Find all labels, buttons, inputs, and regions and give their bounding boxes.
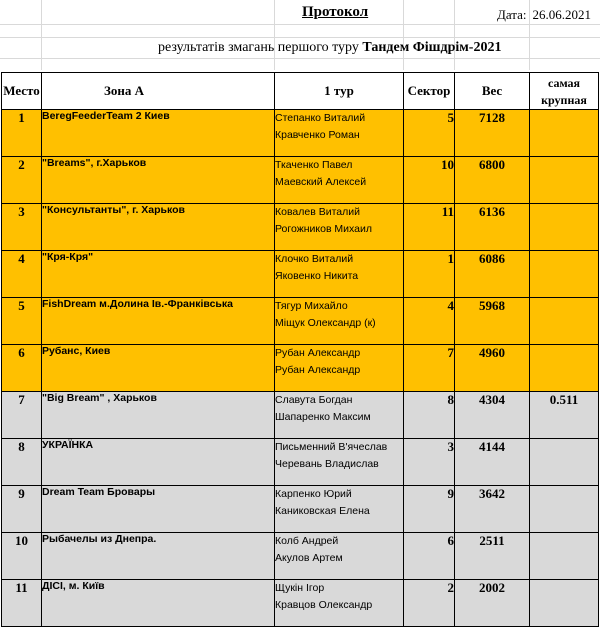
- member-name: Письменний В'ячеслав: [275, 441, 388, 453]
- member-name: Карпенко Юрий: [275, 488, 352, 500]
- subtitle-prefix: результатів змагань першого туру: [158, 40, 363, 55]
- member-name: Клочко Виталий: [275, 253, 354, 265]
- sector-cell: 9: [404, 486, 455, 533]
- biggest-fish-cell: [530, 345, 599, 392]
- member-name: Акулов Артем: [275, 552, 343, 564]
- table-row: [2, 298, 599, 345]
- members-cell: [275, 392, 404, 439]
- members-cell: [275, 157, 404, 204]
- column-header-zone: Зона А: [42, 73, 275, 110]
- biggest-fish-cell: [530, 580, 599, 627]
- weight-cell: 4960: [455, 345, 530, 392]
- team-cell: "Консультанты", г. Харьков: [42, 204, 275, 251]
- weight-cell: 6800: [455, 157, 530, 204]
- gridline: [41, 0, 42, 70]
- sector-cell: 6: [404, 533, 455, 580]
- column-header-tour: 1 тур: [275, 73, 404, 110]
- column-header-sector: Сектор: [404, 73, 455, 110]
- member-name: Степанко Виталий: [275, 112, 366, 124]
- member-name: Славута Богдан: [275, 394, 353, 406]
- team-cell: ДІСІ, м. Київ: [42, 580, 275, 627]
- gridline: [0, 58, 600, 59]
- table-row: [2, 110, 599, 157]
- place-cell: 5: [2, 298, 42, 345]
- biggest-fish-cell: 0.511: [530, 392, 599, 439]
- member-name: Міщук Олександр (к): [275, 317, 376, 329]
- members-cell: [275, 251, 404, 298]
- place-cell: 10: [2, 533, 42, 580]
- table-row: [2, 533, 599, 580]
- place-cell: 3: [2, 204, 42, 251]
- gridline: [403, 0, 404, 70]
- results-table: [1, 72, 599, 627]
- biggest-fish-cell: [530, 110, 599, 157]
- member-name: Шапаренко Максим: [275, 411, 371, 423]
- member-name: Маевский Алексей: [275, 176, 367, 188]
- date-value: 26.06.2021: [532, 7, 592, 22]
- member-name: Тягур Михайло: [275, 300, 348, 312]
- team-cell: Dream Team Бровары: [42, 486, 275, 533]
- weight-cell: 3642: [455, 486, 530, 533]
- weight-cell: 2511: [455, 533, 530, 580]
- place-cell: 1: [2, 110, 42, 157]
- place-cell: 7: [2, 392, 42, 439]
- sector-cell: 7: [404, 345, 455, 392]
- biggest-fish-cell: [530, 204, 599, 251]
- place-cell: 2: [2, 157, 42, 204]
- gridline: [454, 0, 455, 70]
- subtitle: [158, 40, 501, 56]
- biggest-fish-cell: [530, 486, 599, 533]
- sector-cell: 3: [404, 439, 455, 486]
- table-row: [2, 392, 599, 439]
- weight-cell: 4144: [455, 439, 530, 486]
- sector-cell: 5: [404, 110, 455, 157]
- member-name: Каниковская Елена: [275, 505, 370, 517]
- gridline: [274, 0, 275, 70]
- table-row: [2, 580, 599, 627]
- biggest-fish-cell: [530, 533, 599, 580]
- team-cell: "Breams", г.Харьков: [42, 157, 275, 204]
- team-cell: FishDream м.Долина Ів.-Франківська: [42, 298, 275, 345]
- table-row: [2, 157, 599, 204]
- member-name: Кравченко Роман: [275, 129, 360, 141]
- member-name: Рубан Александр: [275, 364, 361, 376]
- place-cell: 4: [2, 251, 42, 298]
- gridline: [0, 24, 600, 25]
- gridline: [0, 37, 600, 38]
- table-header-row: [2, 73, 599, 110]
- weight-cell: 4304: [455, 392, 530, 439]
- member-name: Черевань Владислав: [275, 458, 379, 470]
- column-header-biggest: [530, 73, 599, 110]
- place-cell: 11: [2, 580, 42, 627]
- weight-cell: 5968: [455, 298, 530, 345]
- biggest-fish-cell: [530, 298, 599, 345]
- team-cell: Рубанс, Киев: [42, 345, 275, 392]
- place-cell: 9: [2, 486, 42, 533]
- column-header-weight: Вес: [455, 73, 530, 110]
- table-row: [2, 251, 599, 298]
- biggest-header-line1: самая: [547, 76, 581, 90]
- members-cell: [275, 110, 404, 157]
- date: [497, 7, 591, 23]
- table-row: [2, 439, 599, 486]
- members-cell: [275, 345, 404, 392]
- team-cell: УКРАЇНКА: [42, 439, 275, 486]
- member-name: Яковенко Никита: [275, 270, 359, 282]
- members-cell: [275, 486, 404, 533]
- table-row: [2, 204, 599, 251]
- weight-cell: 7128: [455, 110, 530, 157]
- biggest-fish-cell: [530, 439, 599, 486]
- table-row: [2, 486, 599, 533]
- member-name: Ковалев Виталий: [275, 206, 360, 218]
- sector-cell: 4: [404, 298, 455, 345]
- event-name: Тандем Фішдрім-2021: [362, 40, 502, 55]
- column-header-place: Место: [2, 73, 42, 110]
- team-cell: BeregFeederTeam 2 Киев: [42, 110, 275, 157]
- team-cell: "Кря-Кря": [42, 251, 275, 298]
- member-name: Кравцов Олександр: [275, 599, 373, 611]
- date-label: Дата:: [497, 7, 527, 22]
- member-name: Колб Андрей: [275, 535, 339, 547]
- weight-cell: 6086: [455, 251, 530, 298]
- weight-cell: 6136: [455, 204, 530, 251]
- sector-cell: 1: [404, 251, 455, 298]
- sector-cell: 10: [404, 157, 455, 204]
- weight-cell: 2002: [455, 580, 530, 627]
- page-title: Протокол: [302, 4, 369, 20]
- sector-cell: 8: [404, 392, 455, 439]
- team-cell: "Big Bream" , Харьков: [42, 392, 275, 439]
- biggest-header-line2: крупная: [541, 93, 587, 107]
- members-cell: [275, 580, 404, 627]
- member-name: Рубан Александр: [275, 347, 361, 359]
- member-name: Рогожников Михаил: [275, 223, 373, 235]
- place-cell: 8: [2, 439, 42, 486]
- member-name: Ткаченко Павел: [275, 159, 353, 171]
- members-cell: [275, 439, 404, 486]
- table-row: [2, 345, 599, 392]
- sector-cell: 11: [404, 204, 455, 251]
- members-cell: [275, 298, 404, 345]
- members-cell: [275, 533, 404, 580]
- team-cell: Рыбачелы из Днепра.: [42, 533, 275, 580]
- biggest-fish-cell: [530, 251, 599, 298]
- members-cell: [275, 204, 404, 251]
- place-cell: 6: [2, 345, 42, 392]
- sector-cell: 2: [404, 580, 455, 627]
- member-name: Щукін Ігор: [275, 582, 325, 594]
- biggest-fish-cell: [530, 157, 599, 204]
